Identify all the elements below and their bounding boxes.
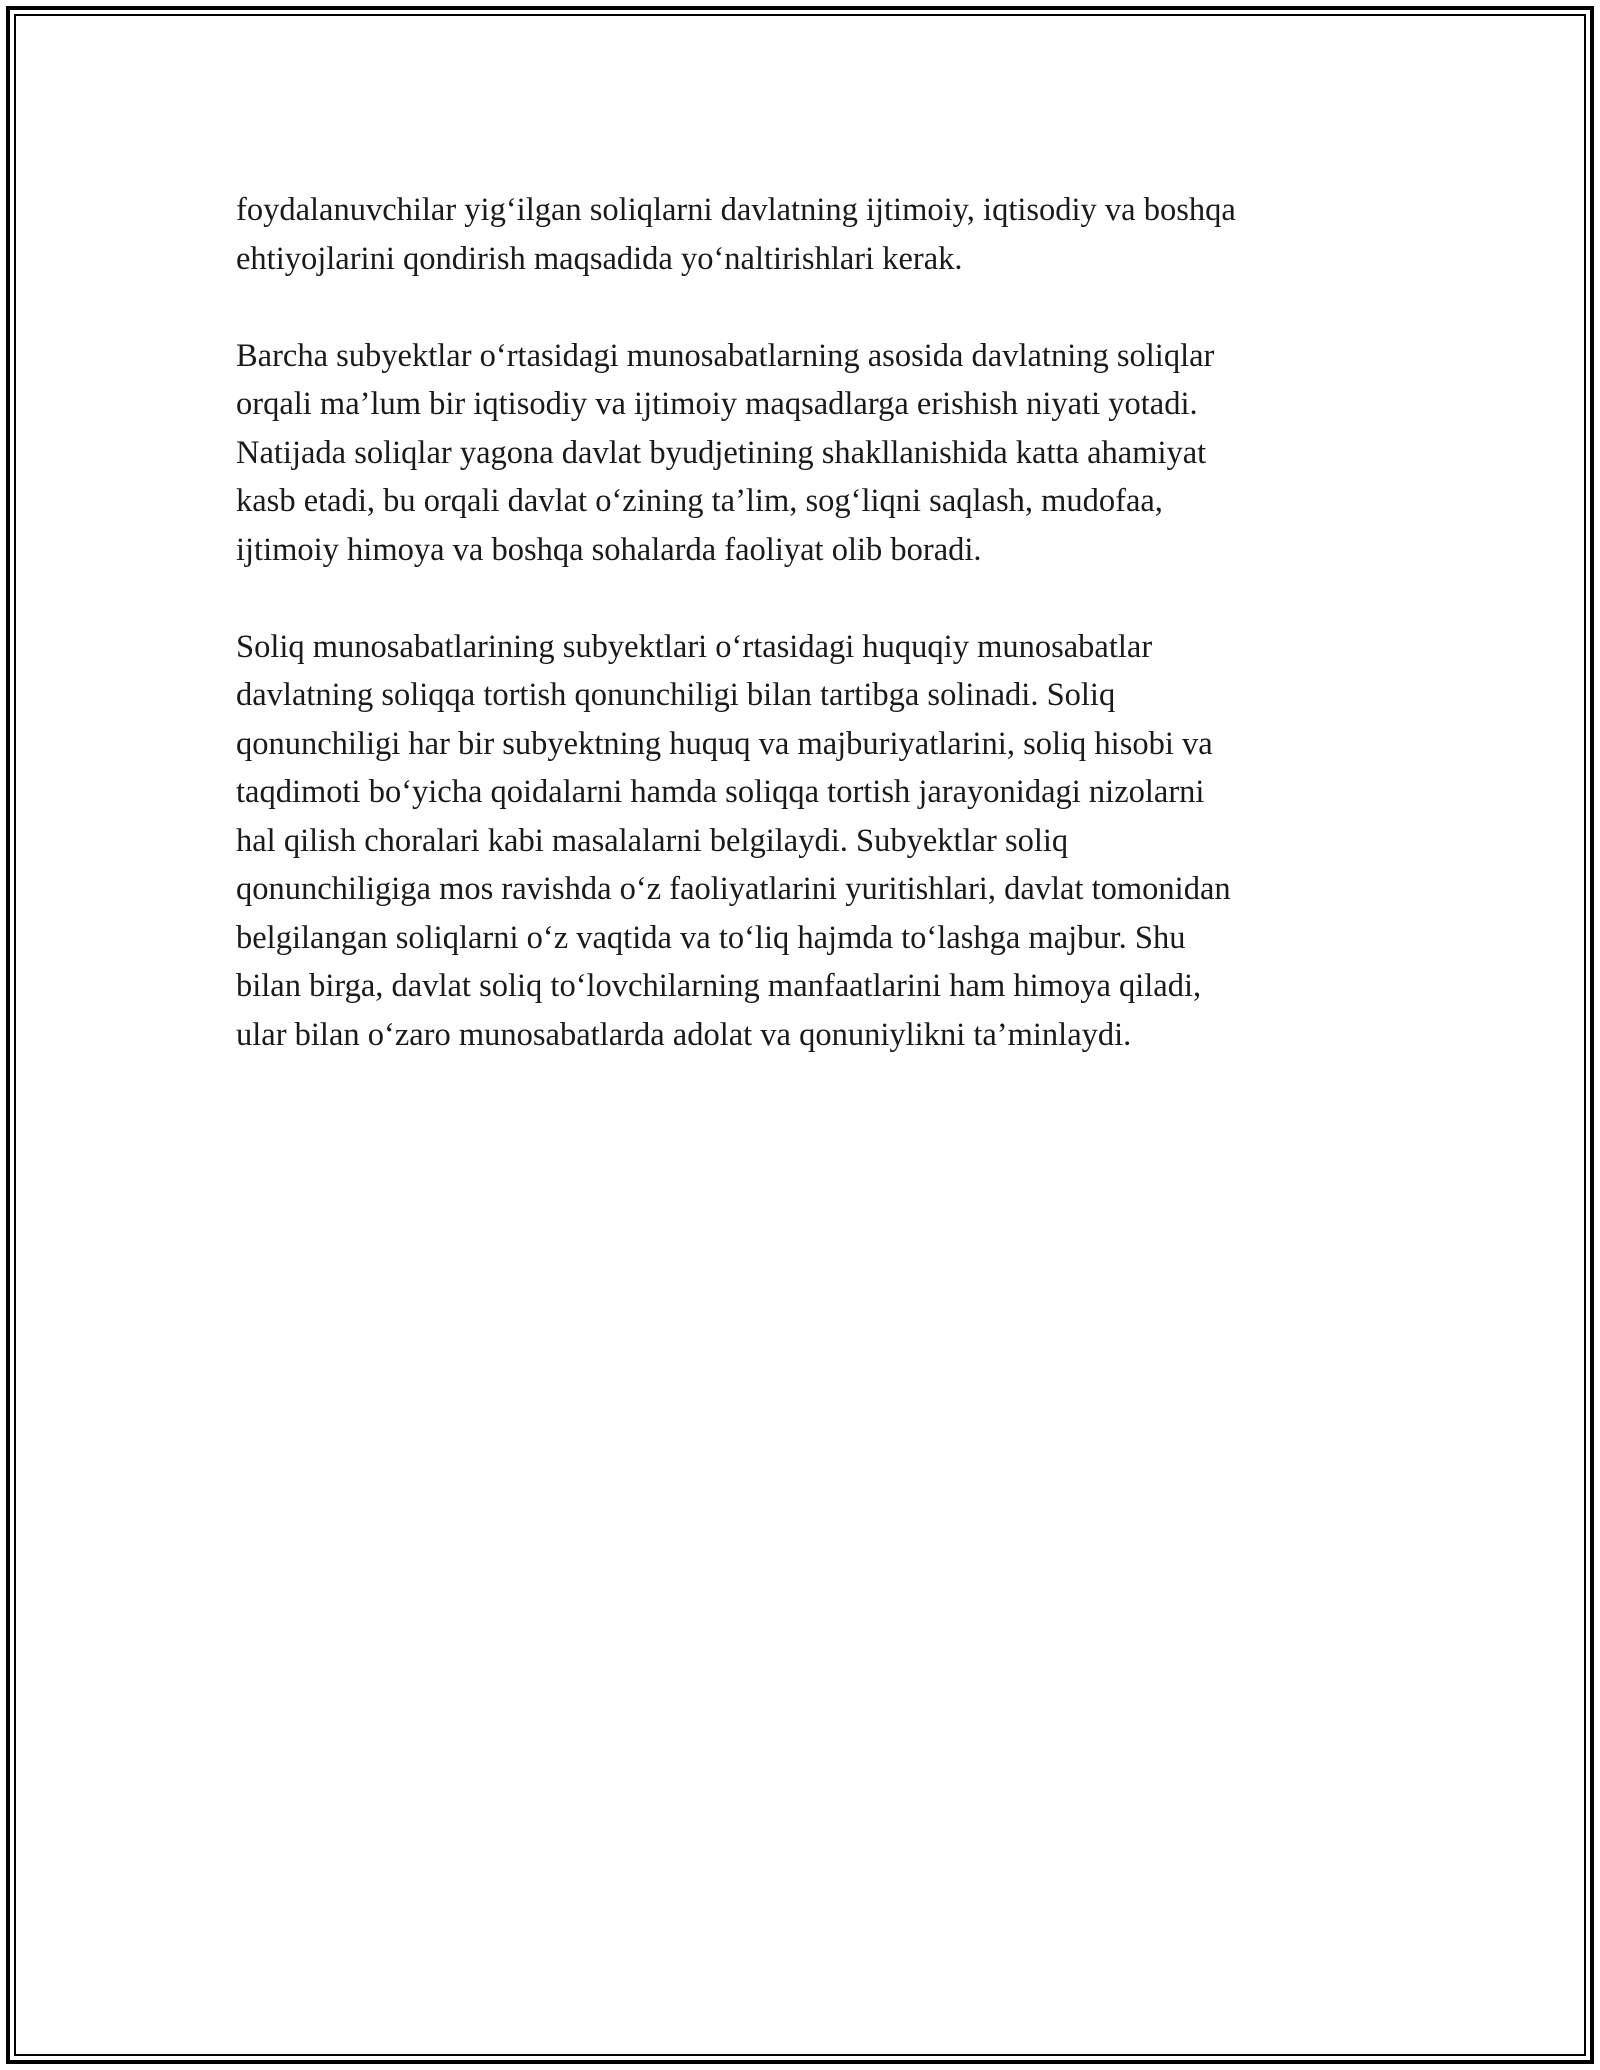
paragraph-line: foydalanuvchilar yig‘ilgan soliqlarni davlatning ijtimoiy, iqtisodiy va boshqa — [236, 192, 1236, 228]
paragraph-line: ehtiyojlarini qondirish maqsadida yo‘naltirishlari kerak. — [236, 240, 963, 277]
paragraph-line: ular bilan o‘zaro munosabatlarda adolat va qonuniylikni ta’minlaydi. — [236, 1016, 1132, 1053]
paragraph-line: bilan birga, davlat soliq to‘lovchilarning manfaatlarini ham himoya qiladi, — [236, 968, 1202, 1004]
paragraph-line: hal qilish choralari kabi masalalarni belgilaydi. Subyektlar soliq — [236, 822, 1069, 859]
paragraph-line: orqali ma’lum bir iqtisodiy va ijtimoiy maqsadlarga erishish niyati yotadi. — [236, 386, 1198, 422]
paragraph-3 — [236, 623, 1396, 1060]
paragraph-line: Soliq munosabatlarining subyektlari o‘rtasidagi huquqiy munosabatlar — [236, 628, 1153, 665]
paragraph-line: davlatning soliqqa tortish qonunchiligi bilan tartibga solinadi. Soliq — [236, 677, 1116, 713]
document-body — [236, 186, 1396, 1108]
paragraph-line: Natijada soliqlar yagona davlat byudjetining shakllanishida katta ahamiyat — [236, 434, 1207, 471]
paragraph-line: ijtimoiy himoya va boshqa sohalarda faoliyat olib boradi. — [236, 531, 982, 568]
paragraph-line: taqdimoti bo‘yicha qoidalarni hamda soliqqa tortish jarayonidagi nizolarni — [236, 774, 1205, 810]
paragraph-line: Barcha subyektlar o‘rtasidagi munosabatlarning asosida davlatning soliqlar — [236, 337, 1215, 374]
paragraph-line: kasb etadi, bu orqali davlat o‘zining ta’lim, sog‘liqni saqlash, mudofaa, — [236, 483, 1163, 519]
paragraph-line: belgilangan soliqlarni o‘z vaqtida va to‘liq hajmda to‘lashga majbur. Shu — [236, 919, 1186, 956]
paragraph-2 — [236, 332, 1396, 575]
paragraph-line: qonunchiligi har bir subyektning huquq va majburiyatlarini, soliq hisobi va — [236, 725, 1213, 762]
paragraph-1 — [236, 186, 1396, 283]
paragraph-line: qonunchiligiga mos ravishda o‘z faoliyatlarini yuritishlari, davlat tomonidan — [236, 871, 1231, 907]
